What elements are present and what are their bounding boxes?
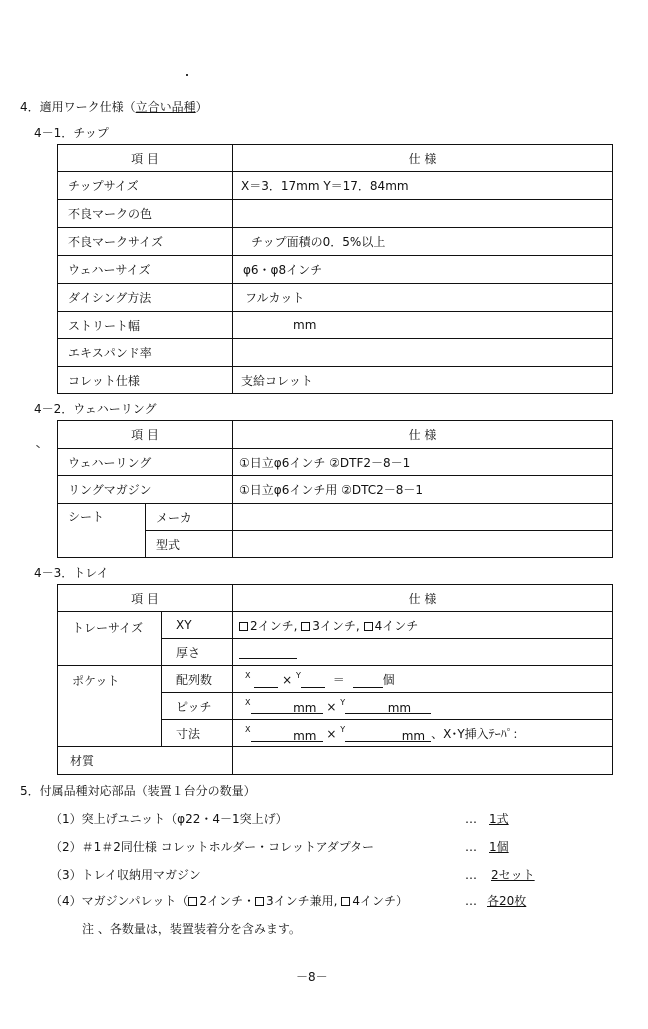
chip-spec-table (57, 144, 613, 394)
row-value: ①日立φ6インチ ②DTF2－8－1 (233, 449, 613, 476)
xy-label: XY (162, 612, 233, 639)
header-spec: 仕 様 (233, 585, 613, 612)
tray-heading: 4－3．トレイ (34, 566, 109, 580)
header-item: 項 目 (58, 145, 233, 172)
wafer-ring-heading: 4－2．ウェハーリング (34, 402, 157, 416)
tray-size-options: 2インチ, 3インチ, 4インチ (233, 612, 613, 639)
header-item: 項 目 (58, 421, 233, 449)
chip-heading: 4－1．チップ (34, 126, 109, 140)
accessory-item-4: （4）マガジンパレット（ 2インチ・ 3インチ兼用, 4インチ） (50, 894, 408, 908)
checkbox-3inch[interactable] (301, 622, 310, 631)
scan-speck (36, 445, 40, 448)
row-value: φ6・φ8インチ (233, 256, 613, 284)
row-label: ストリート幅 (58, 312, 233, 339)
row-label: 不良マークの色 (58, 200, 233, 228)
row-label: リングマガジン (58, 476, 233, 504)
accessory-item-1: （1）突上げユニット（φ22・4－1突上げ） (50, 812, 288, 826)
sheet-model-value (233, 531, 613, 558)
row-label: 不良マークサイズ (58, 228, 233, 256)
accessory-qty-3: … 2セット (465, 868, 535, 882)
header-spec: 仕 様 (233, 421, 613, 449)
section-5-title: 5．付属品種対応部品（装置１台分の数量） (20, 784, 256, 798)
checkbox-2inch[interactable] (188, 897, 197, 906)
sheet-maker-value (233, 504, 613, 531)
pitch-label: ピッチ (162, 693, 233, 720)
checkbox-2inch[interactable] (239, 622, 248, 631)
row-label: ウェハーサイズ (58, 256, 233, 284)
row-label: コレット仕様 (58, 367, 233, 394)
row-value: チップ面積の0．5%以上 (233, 228, 613, 256)
thickness-label: 厚さ (162, 639, 233, 666)
array-value: $^X$ × $^Y$ ＝ 個 (233, 666, 613, 693)
row-value (233, 339, 613, 367)
header-spec: 仕 様 (233, 145, 613, 172)
page-number: －8－ (296, 970, 328, 984)
row-label: チップサイズ (58, 172, 233, 200)
accessory-qty-1: … 1式 (465, 812, 509, 826)
accessory-qty-2: … 1個 (465, 840, 509, 854)
header-item: 項 目 (58, 585, 233, 612)
checkbox-3inch[interactable] (255, 897, 264, 906)
row-value: X＝3．17mm Y＝17．84mm (233, 172, 613, 200)
dimension-value: $^X$ mm × $^Y$ mm 、X･Y挿入ﾃｰﾊﾟ： (233, 720, 613, 747)
material-label: 材質 (58, 747, 233, 775)
pitch-value: $^X$ mm × $^Y$ mm (233, 693, 613, 720)
accessory-qty-4: … 各20枚 (465, 894, 527, 908)
array-label: 配列数 (162, 666, 233, 693)
wafer-ring-table (57, 420, 613, 558)
tray-table (57, 584, 613, 775)
note: 注 、各数量は，装置装着分を含みます。 (82, 922, 301, 936)
row-label: エキスパンド率 (58, 339, 233, 367)
sheet-maker-label: メーカ (146, 504, 233, 531)
sheet-model-label: 型式 (146, 531, 233, 558)
row-value (233, 200, 613, 228)
section-4-title: 4．適用ワーク仕様（立合い品種） (20, 100, 208, 114)
row-label: ダイシング方法 (58, 284, 233, 312)
tray-size-label: トレーサイズ (58, 612, 162, 666)
scan-speck (186, 74, 188, 76)
thickness-value (233, 639, 613, 666)
pocket-label: ポケット (58, 666, 162, 747)
row-value: フルカット (233, 284, 613, 312)
checkbox-4inch[interactable] (341, 897, 350, 906)
dimension-label: 寸法 (162, 720, 233, 747)
row-label: ウェハーリング (58, 449, 233, 476)
material-value (233, 747, 613, 775)
accessory-item-3: （3）トレイ収納用マガジン (50, 868, 201, 882)
row-value: 支給コレット (233, 367, 613, 394)
row-value: ①日立φ6インチ用 ②DTC2－8－1 (233, 476, 613, 504)
accessory-item-2: （2）＃1＃2同仕様 コレットホルダー・コレットアダプター (50, 840, 374, 854)
sheet-label: シート (58, 504, 146, 558)
row-value: mm (233, 312, 613, 339)
checkbox-4inch[interactable] (364, 622, 373, 631)
